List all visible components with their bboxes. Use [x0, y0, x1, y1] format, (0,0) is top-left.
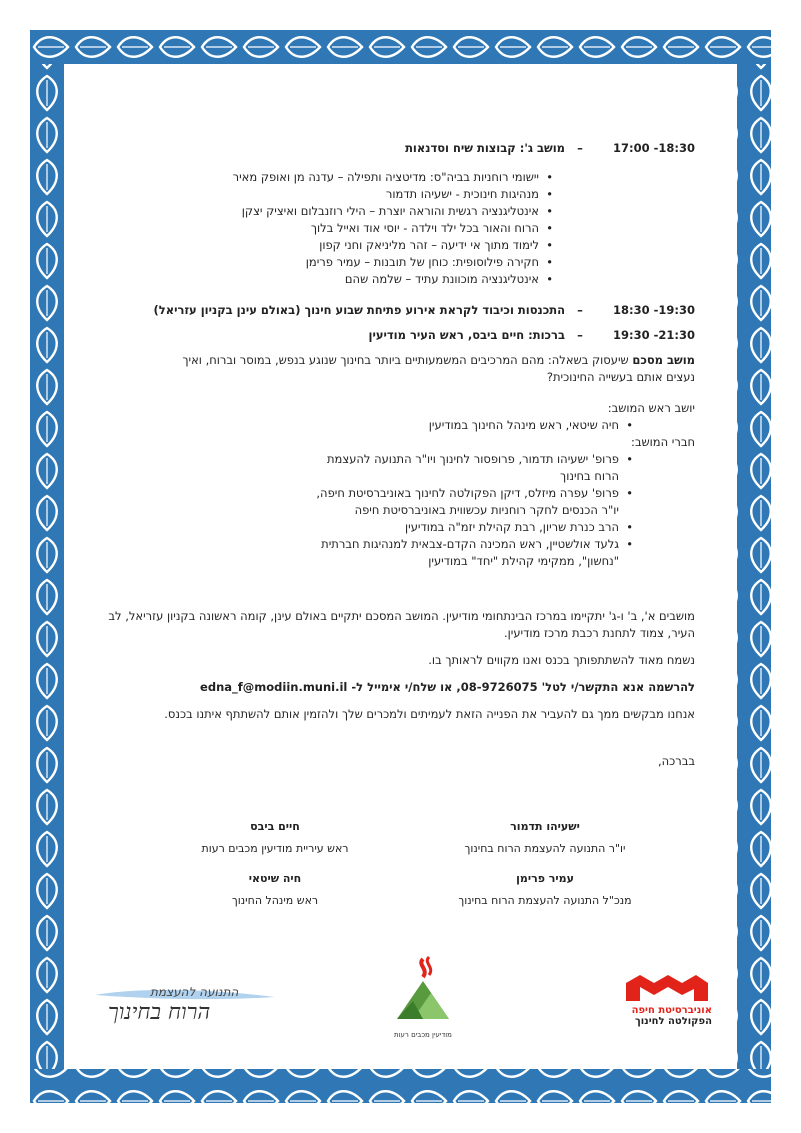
closing: בברכה, [657, 754, 695, 768]
haifa-logo-line1: אוניברסיטת חיפה [631, 1005, 712, 1016]
signer-name: עמיר פרימן [516, 872, 574, 885]
session-g-dash: – [577, 141, 583, 155]
signature-block [410, 872, 680, 907]
signer-role: מנכ"ל התנועה להעצמת הרוח בחינוך [458, 894, 632, 907]
haifa-logo [612, 973, 712, 1043]
session-assembly-text: התכנסות וכיבוד לקראת אירוע פתיחת שבוע חינוך (באולם עינן בקניון עזריאל) [153, 303, 565, 317]
modiin-logo [383, 955, 463, 1043]
session-assembly-time: 18:30 -19:30 [613, 303, 695, 317]
summary-lead-text: שיעסוק בשאלה: מהם המרכיבים המשמעותיים ביותר בחינוך שנוגע בנפש, במוסר וברוח, ואיך נעצים אותם בעשייה החינוכית? [182, 353, 695, 384]
signature-block [410, 820, 680, 855]
list-item: • הרב כנרת שריון, רבת קהילת יזמ"ה במודיעין [315, 519, 635, 536]
venue-info: מושבים א', ב' ו-ג' יתקיימו במרכז הבינתחומי מודיעין. המושב המסכם יתקיים באולם עינן, קומה ראשונה בקניון עזריאל, לב העיר, צמוד לתחנת רכבת מרכז מודיעין. [108, 609, 695, 640]
session-g-header [105, 140, 695, 157]
list-item: • הרוח והאור בכל ילד וילדה - יוסי אוד ואייל בלוך [105, 220, 555, 237]
signature-block [140, 872, 410, 907]
list-item: • אינטליגנציה רגשית והוראה יוצרת – הילי רוזנבלום ואיציק יצקן [105, 203, 555, 220]
list-item: • גלעד אולשטיין, ראש המכינה הקדם-צבאית למנהיגות חברתית "נחשון", ממקימי קהילת "יחד" במודיעין [315, 536, 635, 570]
movement-logo [90, 983, 280, 1033]
logo-row [0, 955, 801, 1045]
modiin-emblem-icon [383, 955, 463, 1027]
registration-info: להרשמה אנא התקשר/י לטל' 08-9726075, או שלח/י אימייל ל- edna_f@modiin.muni.il [200, 680, 695, 694]
list-item: • פרופ' ישעיהו תדמור, פרופסור לחינוך ויו"ר התנועה להעצמת הרוח בחינוך [315, 451, 635, 485]
summary-description [105, 352, 695, 386]
session-g-title: מושב ג': קבוצות שיח וסדנאות [405, 141, 565, 155]
session-assembly-dash: – [577, 303, 583, 317]
list-item: • אינטליגנציה מוכוונת עתיד – שלמה שהם [105, 271, 555, 288]
list-item: • פרופ' עפרה מיזלס, דיקן הפקולטה לחינוך באוניברסיטת חיפה, יו"ר הכנסים לחקר רוחניות עכשווית באוניברסיטת חיפה [315, 485, 635, 519]
chair-list [105, 417, 695, 434]
haifa-emblem-icon [622, 973, 712, 1003]
movement-logo-line1: התנועה להעצמת [150, 985, 239, 999]
glad-note: נשמח מאוד להשתתפותך בכנס ואנו מקווים לראותך בו. [428, 653, 695, 667]
signer-role: יו"ר התנועה להעצמת הרוח בחינוך [464, 842, 626, 855]
signature-block [140, 820, 410, 855]
session-blessings [105, 327, 695, 344]
members-list [105, 451, 695, 570]
list-item: • לימוד מתוך אי ידיעה – זהר מליניאק וחני קפון [105, 237, 555, 254]
session-blessings-text: ברכות: חיים ביבס, ראש העיר מודיעין [368, 328, 565, 342]
list-item: • מנהיגות חינוכית - ישעיהו תדמור [105, 186, 555, 203]
haifa-logo-line2: הפקולטה לחינוך [634, 1016, 712, 1027]
session-blessings-time: 19:30 -21:30 [613, 328, 695, 342]
session-g-topic-list [105, 169, 695, 288]
session-blessings-dash: – [577, 328, 583, 342]
chair-label: יושב ראש המושב: [607, 401, 695, 415]
members-label: חברי המושב: [630, 435, 695, 449]
session-assembly [105, 302, 695, 319]
movement-logo-line2: הרוח בחינוך [108, 1000, 211, 1025]
signer-name: ישעיהו תדמור [510, 820, 580, 833]
list-item: • חיה שיטאי, ראש מינהל החינוך במודיעין [105, 417, 635, 434]
summary-lead: מושב מסכם [632, 353, 695, 367]
forward-request: אנחנו מבקשים ממך גם להעביר את הפנייה הזאת לעמיתים ולמכרים שלך ולהזמין אותם להשתתף איתנו בכנס. [164, 707, 695, 721]
modiin-logo-text: מודיעין מכבים רעות [394, 1031, 452, 1039]
signer-name: חיים ביבס [250, 820, 300, 833]
list-item: • יישומי רוחניות בביה"ס: מדיטציה ותפילה – עדנה מן ואופק מאיר [105, 169, 555, 186]
signer-name: חיה שיטאי [248, 872, 302, 885]
signer-role: ראש עיריית מודיעין מכבים רעות [201, 842, 349, 855]
invitation-body [105, 140, 695, 780]
session-g-time: 17:00 -18:30 [613, 141, 695, 155]
signer-role: ראש מינהל החינוך [231, 894, 319, 907]
list-item: • חקירה פילוסופית: כוחן של תובנות – עמיר פרימן [105, 254, 555, 271]
